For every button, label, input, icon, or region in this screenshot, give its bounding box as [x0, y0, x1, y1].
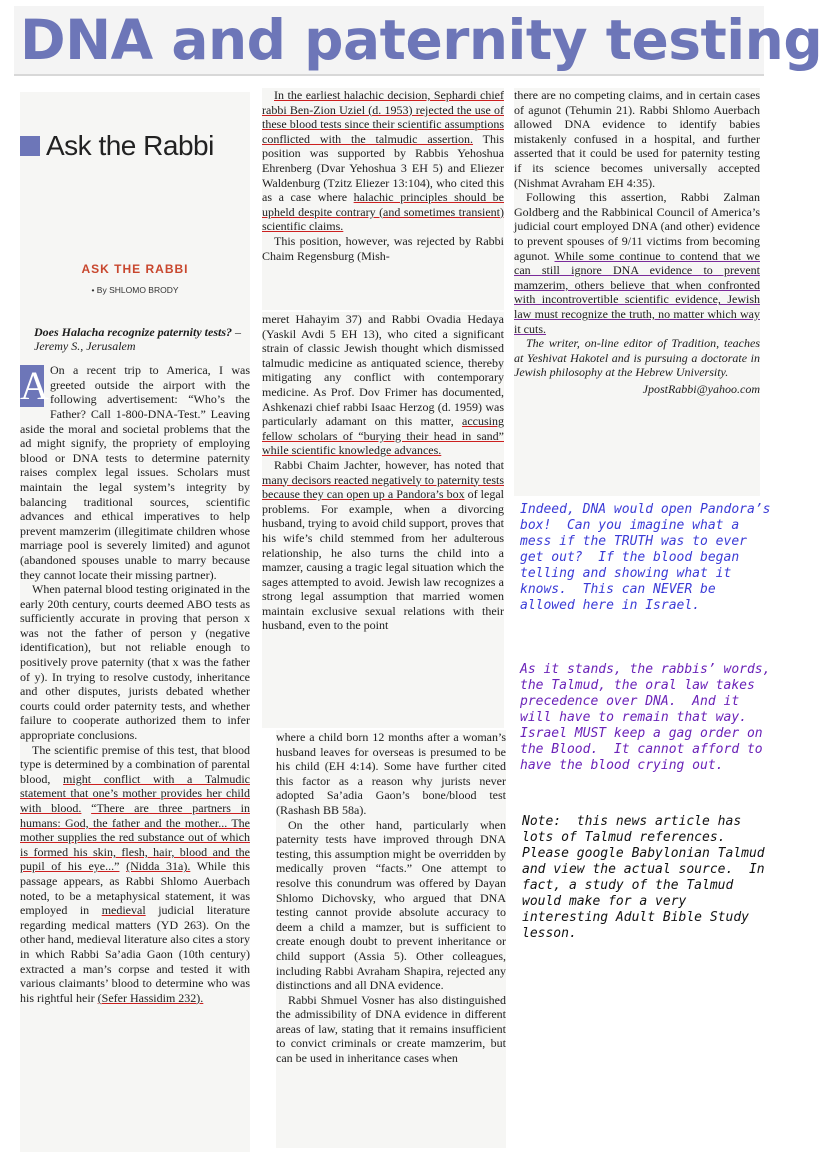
article-column-1 [20, 92, 250, 1152]
drop-cap: A [20, 363, 49, 409]
section-square-icon [20, 136, 40, 156]
article-column-3 [514, 88, 760, 496]
paragraph-intro [20, 363, 250, 582]
author-email: JpostRabbi@yahoo.com [642, 381, 760, 396]
highlight-medieval: medieval [101, 903, 146, 918]
commentary-note-black: Note: this news article has lots of Talmud references. Please google Babylonian Talmud and view the actual source. In fact, a study of the Talmud would make for a very interesting Adult Bible Study lesson. [522, 814, 773, 941]
commentary-note-purple: As it stands, the rabbis’ words, the Talmud, the oral law takes precedence over DNA. And it will have to remain that way. Israel MUST keep a gag order on the Blood. It cannot afford to have the blood crying out. [520, 662, 779, 773]
article-column-2-bottom [276, 730, 506, 1148]
article-column-2-top [262, 88, 504, 310]
paragraph-auerbach: there are no competing claims, and in certain cases of agunot (Tehumin 21). Rabbi Shlomo Auerbach allowed DNA evidence to identify babies mistakenly confused in a hospital, and further asserted that it could be used for paternity testing if its science becomes universally accepted (Nishmat Avraham EH 4:35). [514, 88, 760, 190]
article-column-2-middle [262, 312, 504, 728]
highlight-talmudic-conflict: might conflict with a Talmudic statement that one’s mother provides her child with blood. [20, 771, 250, 815]
paragraph-goldberg [514, 190, 760, 336]
intro-text: On a recent trip to America, I was greeted outside the airport with the following advertisement: “Who’s the Father? Call 1-800-DNA-Test.” Leaving aside the moral and societal problems that the ad might signify, the propriety of employing blood or DNA tests to determine paternity raises complex legal issues. Scholars must maintain the legal system’s integrity by balancing traditional sources, scientific advances and ethical imperatives to help prevent mamzerim (illegitimate children whose marriage pool is severely limited) and agunot (abandoned spouses unable to marry because they cannot locate their missing partner). [20, 363, 250, 582]
byline: • By SHLOMO BRODY [91, 284, 179, 295]
premise-text: The scientific premise of this test, that blood type is determined by a combination of parental blood, [20, 742, 250, 786]
highlight-burying-head: accusing fellow scholars of “burying their head in sand” while scientific knowledge advances. [262, 414, 504, 458]
highlight-pandoras-box: many decisors reacted negatively to paternity tests because they can open up a Pandora’s box [262, 472, 504, 502]
highlight-uziel-decision: In the earliest halachic decision, Sephardi chief rabbi Ben-Zion Uziel (d. 1953) rejected the use of these blood tests since their scientific assumptions conflicted with the talmudic assertion. [262, 88, 504, 146]
author-credit: The writer, on-line editor of Tradition, teaches at Yeshivat Hakotel and is pursuing a doctorate in Jewish philosophy at the Hebrew University. [514, 336, 760, 380]
premise-text-cont: While this passage appears, as Rabbi Shlomo Auerbach noted, to be a metaphysical statement, it was employed in [20, 859, 250, 918]
premise-text-end: judicial literature regarding medical matters (YD 263). On the other hand, medieval literature also cites a story in which Rabbi Sa’adia Gaon (10th century) extracted a man’s corpse and tested it with various claimants’ blood to determine who was his rightful heir [20, 903, 250, 1005]
section-title [20, 129, 250, 161]
jachter-text-cont: of legal problems. For example, when a divorcing husband, trying to avoid child support, proves that his wife’s child stemmed from her adulterous relationship, he also turns the child into a mamzer, causing a tragic legal situation which the sages attempted to avoid. Jewish law recognizes a strong legal assumption that married women maintain exclusive sexual relations with their husband, even to the point [262, 487, 505, 633]
paragraph-blood-testing: When paternal blood testing originated in the early 20th century, courts deemed ABO tests as sufficiently accurate in proving that person x was not the father of person y (negative identification), but not reliable enough to positively prove paternity (that x was the father of y). In trying to resolve custody, inheritance and other disputes, jurists debated whether courts could order paternity tests, and whether failure to cooperate authorized them to infer appropriate conclusions. [20, 582, 250, 743]
headline-banner [14, 6, 822, 76]
section-title-text: Ask the Rabbi [46, 129, 214, 161]
paragraph-dichovsky: On the other hand, particularly when paternity tests have improved through DNA testing, this assumption might be overridden by medically proven “facts.” One attempt to resolve this conundrum was offered by Dayan Shlomo Dichovsky, who argued that DNA testing cannot provide absolute accuracy to deem a child a mamzer, but is sufficient to create enough doubt to prevent inheritance or child support (Assia 5). Other colleagues, including Rabbi Avraham Shapira, rejected any distinctions and all DNA evidence. [276, 817, 506, 993]
paragraph-regensburg: This position, however, was rejected by Rabbi Chaim Regensburg (Mish- [262, 233, 504, 263]
paragraph-herzog [262, 312, 504, 458]
goldberg-text: Following this assertion, Rabbi Zalman Goldberg and the Rabbinical Council of America’s judicial court employed DNA (and other) evidence to prevent spouses of 9/11 victims from becoming agunot. [514, 190, 760, 263]
paragraph-jachter [262, 458, 504, 633]
paragraph-scientific-premise [20, 743, 250, 1006]
column-kicker: ASK THE RABBI [81, 262, 189, 276]
headline-title: DNA and paternity testing [20, 8, 822, 72]
highlight-nidda-ref: (Nidda 31a). [126, 859, 191, 874]
herzog-text: meret Hahayim 37) and Rabbi Ovadia Hedaya (Yaskil Avdi 5 EH 13), who cited a significant strain of classic Jewish thought which dismissed talmudic medicine as antiquated science, thereby mitigating any conflict with contemporary medicine. As Prof. Dov Frimer has documented, Ashkenazi chief rabbi Isaac Herzog (d. 1959) was particularly adamant on this matter, [262, 312, 504, 429]
highlight-sefer-hassidim: (Sefer Hassidim 232). [97, 990, 204, 1005]
paragraph-twelve-months: where a child born 12 months after a woman’s husband leaves for overseas is presumed to be his child (EH 4:14). Some have further cited this factor as a reason why jurists never adopted Sa’adia Gaon’s bone/blood test (Rashash BB 58a). [276, 730, 506, 817]
uziel-support-text: This position was supported by Rabbis Yehoshua Ehrenberg (Dvar Yehoshua 3 EH 5) and Eliezer Waldenburg (Tzitz Eliezer 13:104), who cited this as a case where [262, 131, 504, 205]
question-text: Does Halacha recognize paternity tests? [34, 325, 232, 340]
highlight-halachic-principles: halachic principles should be upheld despite contrary (and sometimes transient) scientific claims. [262, 190, 505, 234]
paragraph-vosner: Rabbi Shmuel Vosner has also distinguished the admissibility of DNA evidence in different areas of law, stating that it remains insufficient to convict criminals or create mamzerim, but can be used in inheritance cases when [276, 992, 506, 1066]
highlight-recognize-truth: While some continue to contend that we can still ignore DNA evidence to prevent mamzerim, others believe that when confronted with incontrovertible scientific evidence, Jewish law must recognize the truth, no matter which way it cuts. [514, 248, 760, 336]
paragraph-uziel [262, 88, 504, 234]
highlight-three-partners-quote: “There are three partners in humans: God, the father and the mother... The mother supplies the red substance out of which is formed his skin, flesh, hair, blood and the pupil of his eye...” [20, 801, 250, 874]
commentary-note-blue: Indeed, DNA would open Pandora’s box! Can you imagine what a mess if the TRUTH was to ever get out? If the blood began telling and showing what it knows. This can NEVER be allowed here in Israel. [520, 502, 779, 613]
reader-question [34, 325, 250, 353]
jachter-text: Rabbi Chaim Jachter, however, has noted that [274, 457, 504, 472]
question-asker: – Jeremy S., Jerusalem [34, 325, 241, 354]
